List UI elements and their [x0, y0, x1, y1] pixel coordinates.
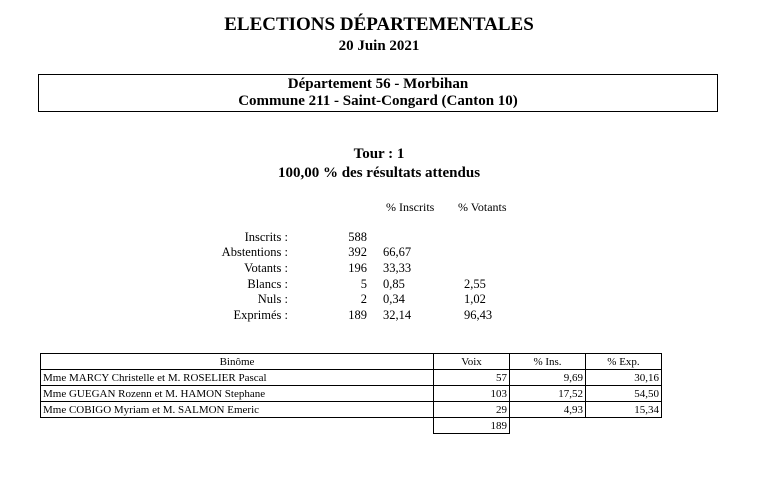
- pct-exp-cell: 54,50: [586, 386, 662, 402]
- binome-cell: Mme GUEGAN Rozenn et M. HAMON Stephane: [41, 386, 434, 402]
- binome-cell: Mme MARCY Christelle et M. ROSELIER Pascal: [41, 370, 434, 386]
- stat-pct-inscrits: 32,14: [383, 308, 412, 322]
- col-header-voix: Voix: [434, 354, 510, 370]
- table-row: [41, 370, 662, 386]
- results-expected-label: 100,00 % des résultats attendus: [277, 165, 481, 181]
- voix-cell: 57: [434, 370, 510, 386]
- col-header-pct-inscrits: % Inscrits: [386, 200, 435, 214]
- stat-pct-votants: 1,02: [464, 292, 486, 306]
- stat-pct-inscrits: 33,33: [383, 261, 412, 275]
- total-voix-cell: 189: [434, 418, 510, 434]
- col-header-pct-ins: % Ins.: [510, 354, 586, 370]
- stat-pct-votants: 2,55: [464, 277, 486, 291]
- table-row: [41, 386, 662, 402]
- col-header-pct-votants: % Votants: [458, 200, 507, 214]
- stat-count: 588: [348, 230, 367, 244]
- table-row: [41, 402, 662, 418]
- tour-label: Tour : 1: [353, 146, 405, 162]
- pct-ins-cell: 9,69: [510, 370, 586, 386]
- election-date: 20 Juin 2021: [338, 38, 420, 54]
- binome-cell: Mme COBIGO Myriam et M. SALMON Emeric: [41, 402, 434, 418]
- col-header-binome: Binôme: [41, 354, 434, 370]
- stat-count: 392: [348, 245, 367, 259]
- pct-ins-cell: 4,93: [510, 402, 586, 418]
- stat-count: 196: [348, 261, 367, 275]
- empty-cell: [586, 418, 662, 434]
- empty-cell: [41, 418, 434, 434]
- stat-count: 189: [348, 308, 367, 322]
- location-box: [38, 74, 718, 112]
- table-header-row: [41, 354, 662, 370]
- page-title: ELECTIONS DÉPARTEMENTALES: [224, 14, 534, 35]
- stat-label: Inscrits :: [244, 230, 288, 244]
- stat-pct-inscrits: 0,34: [383, 292, 405, 306]
- empty-cell: [510, 418, 586, 434]
- stat-label: Abstentions :: [221, 245, 288, 259]
- stat-label: Exprimés :: [233, 308, 288, 322]
- col-header-pct-exp: % Exp.: [586, 354, 662, 370]
- stat-pct-inscrits: 0,85: [383, 277, 405, 291]
- pct-exp-cell: 30,16: [586, 370, 662, 386]
- stat-label: Blancs :: [247, 277, 288, 291]
- stat-label: Nuls :: [257, 292, 288, 306]
- stat-count: 5: [360, 277, 367, 291]
- results-table: [40, 353, 662, 434]
- voix-cell: 103: [434, 386, 510, 402]
- commune-label: Commune 211 - Saint-Congard (Canton 10): [238, 93, 518, 109]
- stat-count: 2: [360, 292, 367, 306]
- departement-label: Département 56 - Morbihan: [287, 76, 469, 92]
- stat-pct-inscrits: 66,67: [383, 245, 412, 259]
- pct-ins-cell: 17,52: [510, 386, 586, 402]
- pct-exp-cell: 15,34: [586, 402, 662, 418]
- stat-pct-votants: 96,43: [464, 308, 493, 322]
- voix-cell: 29: [434, 402, 510, 418]
- stat-label: Votants :: [244, 261, 288, 275]
- total-row: [41, 418, 662, 434]
